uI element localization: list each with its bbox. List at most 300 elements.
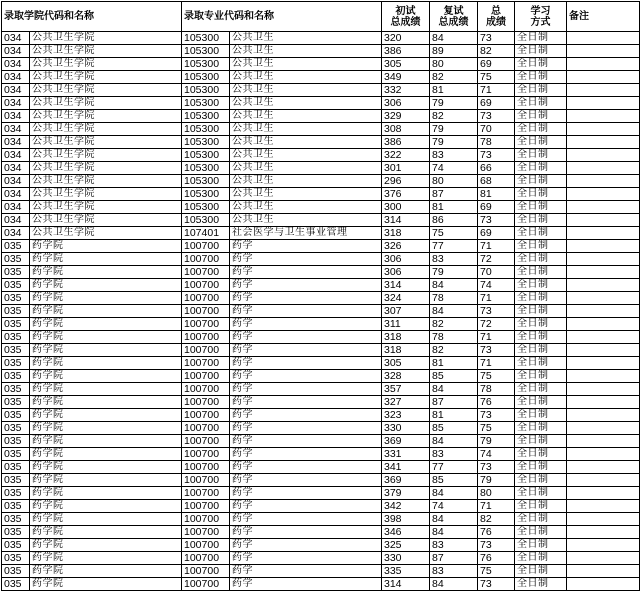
college-code-cell: 035: [2, 526, 30, 539]
major-name-cell: 药学: [230, 487, 382, 500]
retest-score-cell: 89: [430, 45, 478, 58]
major-code-cell: 105300: [182, 84, 230, 97]
college-name-cell: 公共卫生学院: [30, 214, 182, 227]
college-code-cell: 034: [2, 45, 30, 58]
major-name-cell: 药学: [230, 292, 382, 305]
retest-score-cell: 84: [430, 513, 478, 526]
college-code-cell: 035: [2, 318, 30, 331]
remark-cell: [567, 136, 640, 149]
remark-cell: [567, 513, 640, 526]
table-row: [2, 383, 640, 396]
college-code-cell: 035: [2, 409, 30, 422]
major-name-cell: 公共卫生: [230, 58, 382, 71]
table-row: [2, 58, 640, 71]
initial-score-cell: 386: [382, 45, 430, 58]
major-code-cell: 105300: [182, 110, 230, 123]
remark-cell: [567, 110, 640, 123]
college-name-cell: 公共卫生学院: [30, 175, 182, 188]
remark-cell: [567, 266, 640, 279]
table-row: [2, 331, 640, 344]
remark-cell: [567, 526, 640, 539]
major-name-cell: 药学: [230, 357, 382, 370]
retest-score-cell: 84: [430, 487, 478, 500]
college-name-cell: 药学院: [30, 331, 182, 344]
retest-score-cell: 79: [430, 97, 478, 110]
retest-score-cell: 78: [430, 331, 478, 344]
remark-cell: [567, 97, 640, 110]
remark-cell: [567, 396, 640, 409]
major-name-cell: 药学: [230, 279, 382, 292]
remark-cell: [567, 240, 640, 253]
major-code-cell: 100700: [182, 253, 230, 266]
initial-score-cell: 300: [382, 201, 430, 214]
major-code-cell: 105300: [182, 162, 230, 175]
major-code-cell: 100700: [182, 357, 230, 370]
major-code-cell: 100700: [182, 578, 230, 591]
table-row: [2, 357, 640, 370]
initial-score-cell: 322: [382, 149, 430, 162]
remark-cell: [567, 474, 640, 487]
major-code-cell: 100700: [182, 500, 230, 513]
total-score-cell: 73: [478, 110, 515, 123]
retest-score-cell: 84: [430, 578, 478, 591]
table-row: [2, 110, 640, 123]
total-score-cell: 73: [478, 578, 515, 591]
college-code-cell: 035: [2, 578, 30, 591]
study-mode-cell: 全日制: [515, 214, 567, 227]
retest-score-cell: 82: [430, 318, 478, 331]
initial-score-cell: 314: [382, 578, 430, 591]
initial-score-cell: 330: [382, 422, 430, 435]
study-mode-cell: 全日制: [515, 58, 567, 71]
study-mode-cell: 全日制: [515, 435, 567, 448]
major-code-cell: 100700: [182, 461, 230, 474]
college-code-cell: 035: [2, 279, 30, 292]
college-name-cell: 药学院: [30, 487, 182, 500]
study-mode-cell: 全日制: [515, 422, 567, 435]
remark-cell: [567, 32, 640, 45]
study-mode-cell: 全日制: [515, 292, 567, 305]
retest-score-cell: 84: [430, 279, 478, 292]
major-code-cell: 105300: [182, 201, 230, 214]
major-code-cell: 100700: [182, 422, 230, 435]
study-mode-cell: 全日制: [515, 565, 567, 578]
table-row: [2, 461, 640, 474]
initial-score-cell: 346: [382, 526, 430, 539]
table-row: [2, 318, 640, 331]
table-row: [2, 71, 640, 84]
retest-score-cell: 84: [430, 32, 478, 45]
total-score-cell: 73: [478, 305, 515, 318]
college-name-cell: 公共卫生学院: [30, 32, 182, 45]
initial-score-cell: 331: [382, 448, 430, 461]
major-code-cell: 105300: [182, 123, 230, 136]
major-code-cell: 100700: [182, 409, 230, 422]
college-code-cell: 035: [2, 539, 30, 552]
initial-score-cell: 325: [382, 539, 430, 552]
retest-score-cell: 87: [430, 552, 478, 565]
college-name-cell: 公共卫生学院: [30, 58, 182, 71]
remark-cell: [567, 344, 640, 357]
major-code-cell: 105300: [182, 214, 230, 227]
retest-score-cell: 84: [430, 526, 478, 539]
retest-score-cell: 85: [430, 474, 478, 487]
total-score-cell: 75: [478, 71, 515, 84]
total-score-cell: 72: [478, 253, 515, 266]
retest-score-cell: 79: [430, 266, 478, 279]
retest-score-cell: 83: [430, 448, 478, 461]
study-mode-cell: 全日制: [515, 45, 567, 58]
header-major: 录取专业代码和名称: [182, 2, 382, 32]
remark-cell: [567, 175, 640, 188]
major-code-cell: 105300: [182, 175, 230, 188]
total-score-cell: 75: [478, 422, 515, 435]
major-code-cell: 100700: [182, 474, 230, 487]
college-code-cell: 035: [2, 370, 30, 383]
retest-score-cell: 87: [430, 188, 478, 201]
study-mode-cell: 全日制: [515, 331, 567, 344]
college-name-cell: 药学院: [30, 500, 182, 513]
college-name-cell: 药学院: [30, 474, 182, 487]
header-mode-line1: 学习: [530, 5, 551, 17]
retest-score-cell: 83: [430, 253, 478, 266]
retest-score-cell: 79: [430, 123, 478, 136]
study-mode-cell: 全日制: [515, 487, 567, 500]
college-name-cell: 药学院: [30, 240, 182, 253]
college-code-cell: 035: [2, 396, 30, 409]
college-name-cell: 药学院: [30, 448, 182, 461]
major-name-cell: 公共卫生: [230, 84, 382, 97]
college-name-cell: 药学院: [30, 526, 182, 539]
remark-cell: [567, 409, 640, 422]
major-code-cell: 100700: [182, 279, 230, 292]
remark-cell: [567, 435, 640, 448]
table-row: [2, 279, 640, 292]
remark-cell: [567, 292, 640, 305]
major-name-cell: 公共卫生: [230, 71, 382, 84]
college-code-cell: 035: [2, 552, 30, 565]
retest-score-cell: 81: [430, 409, 478, 422]
college-name-cell: 公共卫生学院: [30, 227, 182, 240]
total-score-cell: 73: [478, 149, 515, 162]
study-mode-cell: 全日制: [515, 370, 567, 383]
table-row: [2, 188, 640, 201]
header-total-line2: 成绩: [486, 16, 506, 28]
college-code-cell: 035: [2, 253, 30, 266]
college-code-cell: 034: [2, 188, 30, 201]
college-name-cell: 公共卫生学院: [30, 45, 182, 58]
college-code-cell: 035: [2, 422, 30, 435]
study-mode-cell: 全日制: [515, 539, 567, 552]
college-code-cell: 034: [2, 136, 30, 149]
total-score-cell: 69: [478, 97, 515, 110]
retest-score-cell: 81: [430, 201, 478, 214]
college-code-cell: 034: [2, 110, 30, 123]
initial-score-cell: 386: [382, 136, 430, 149]
college-code-cell: 034: [2, 149, 30, 162]
total-score-cell: 78: [478, 136, 515, 149]
study-mode-cell: 全日制: [515, 71, 567, 84]
major-name-cell: 药学: [230, 331, 382, 344]
college-code-cell: 034: [2, 227, 30, 240]
study-mode-cell: 全日制: [515, 357, 567, 370]
college-code-cell: 035: [2, 448, 30, 461]
major-code-cell: 100700: [182, 487, 230, 500]
total-score-cell: 71: [478, 84, 515, 97]
college-name-cell: 药学院: [30, 253, 182, 266]
remark-cell: [567, 188, 640, 201]
retest-score-cell: 83: [430, 539, 478, 552]
table-row: [2, 409, 640, 422]
major-name-cell: 药学: [230, 240, 382, 253]
initial-score-cell: 332: [382, 84, 430, 97]
study-mode-cell: 全日制: [515, 461, 567, 474]
major-name-cell: 药学: [230, 539, 382, 552]
header-row: [2, 2, 640, 32]
retest-score-cell: 78: [430, 292, 478, 305]
major-name-cell: 公共卫生: [230, 32, 382, 45]
college-code-cell: 035: [2, 292, 30, 305]
study-mode-cell: 全日制: [515, 201, 567, 214]
study-mode-cell: 全日制: [515, 578, 567, 591]
college-code-cell: 034: [2, 32, 30, 45]
college-name-cell: 公共卫生学院: [30, 110, 182, 123]
table-header: [2, 2, 640, 32]
total-score-cell: 73: [478, 539, 515, 552]
total-score-cell: 70: [478, 123, 515, 136]
table-row: [2, 370, 640, 383]
initial-score-cell: 324: [382, 292, 430, 305]
college-code-cell: 035: [2, 357, 30, 370]
initial-score-cell: 369: [382, 474, 430, 487]
table-row: [2, 487, 640, 500]
remark-cell: [567, 539, 640, 552]
college-code-cell: 035: [2, 461, 30, 474]
major-name-cell: 药学: [230, 578, 382, 591]
college-name-cell: 药学院: [30, 305, 182, 318]
remark-cell: [567, 357, 640, 370]
table-body: [2, 32, 640, 591]
table-row: [2, 175, 640, 188]
major-name-cell: 公共卫生: [230, 162, 382, 175]
remark-cell: [567, 45, 640, 58]
total-score-cell: 71: [478, 331, 515, 344]
total-score-cell: 69: [478, 201, 515, 214]
college-name-cell: 药学院: [30, 513, 182, 526]
college-name-cell: 公共卫生学院: [30, 201, 182, 214]
college-code-cell: 035: [2, 383, 30, 396]
initial-score-cell: 308: [382, 123, 430, 136]
college-code-cell: 034: [2, 162, 30, 175]
table-row: [2, 149, 640, 162]
major-name-cell: 药学: [230, 552, 382, 565]
study-mode-cell: 全日制: [515, 240, 567, 253]
initial-score-cell: 314: [382, 214, 430, 227]
table-row: [2, 578, 640, 591]
retest-score-cell: 83: [430, 149, 478, 162]
retest-score-cell: 77: [430, 240, 478, 253]
remark-cell: [567, 552, 640, 565]
major-name-cell: 药学: [230, 396, 382, 409]
total-score-cell: 76: [478, 396, 515, 409]
initial-score-cell: 349: [382, 71, 430, 84]
table-row: [2, 552, 640, 565]
study-mode-cell: 全日制: [515, 383, 567, 396]
major-name-cell: 公共卫生: [230, 97, 382, 110]
college-name-cell: 药学院: [30, 396, 182, 409]
remark-cell: [567, 578, 640, 591]
retest-score-cell: 82: [430, 71, 478, 84]
table-row: [2, 526, 640, 539]
study-mode-cell: 全日制: [515, 136, 567, 149]
initial-score-cell: 301: [382, 162, 430, 175]
major-code-cell: 100700: [182, 539, 230, 552]
college-code-cell: 034: [2, 58, 30, 71]
total-score-cell: 79: [478, 435, 515, 448]
total-score-cell: 73: [478, 461, 515, 474]
retest-score-cell: 84: [430, 305, 478, 318]
retest-score-cell: 74: [430, 500, 478, 513]
major-name-cell: 药学: [230, 500, 382, 513]
college-name-cell: 药学院: [30, 422, 182, 435]
header-initial-line1: 初试: [395, 5, 416, 17]
study-mode-cell: 全日制: [515, 318, 567, 331]
initial-score-cell: 318: [382, 344, 430, 357]
major-code-cell: 105300: [182, 58, 230, 71]
retest-score-cell: 81: [430, 84, 478, 97]
retest-score-cell: 85: [430, 422, 478, 435]
major-code-cell: 100700: [182, 266, 230, 279]
table-row: [2, 214, 640, 227]
retest-score-cell: 84: [430, 383, 478, 396]
remark-cell: [567, 227, 640, 240]
major-name-cell: 药学: [230, 318, 382, 331]
remark-cell: [567, 279, 640, 292]
study-mode-cell: 全日制: [515, 266, 567, 279]
retest-score-cell: 82: [430, 110, 478, 123]
major-name-cell: 药学: [230, 461, 382, 474]
retest-score-cell: 74: [430, 162, 478, 175]
college-code-cell: 035: [2, 344, 30, 357]
college-name-cell: 药学院: [30, 370, 182, 383]
total-score-cell: 70: [478, 266, 515, 279]
remark-cell: [567, 422, 640, 435]
college-code-cell: 034: [2, 97, 30, 110]
college-name-cell: 药学院: [30, 318, 182, 331]
remark-cell: [567, 461, 640, 474]
college-name-cell: 药学院: [30, 539, 182, 552]
major-name-cell: 药学: [230, 344, 382, 357]
major-code-cell: 105300: [182, 136, 230, 149]
college-name-cell: 药学院: [30, 292, 182, 305]
college-code-cell: 035: [2, 331, 30, 344]
study-mode-cell: 全日制: [515, 448, 567, 461]
total-score-cell: 71: [478, 292, 515, 305]
remark-cell: [567, 58, 640, 71]
table-row: [2, 123, 640, 136]
initial-score-cell: 342: [382, 500, 430, 513]
study-mode-cell: 全日制: [515, 32, 567, 45]
college-name-cell: 药学院: [30, 383, 182, 396]
college-code-cell: 034: [2, 214, 30, 227]
retest-score-cell: 83: [430, 565, 478, 578]
remark-cell: [567, 370, 640, 383]
college-name-cell: 公共卫生学院: [30, 136, 182, 149]
total-score-cell: 72: [478, 318, 515, 331]
major-code-cell: 100700: [182, 292, 230, 305]
college-code-cell: 035: [2, 305, 30, 318]
college-name-cell: 药学院: [30, 552, 182, 565]
total-score-cell: 74: [478, 279, 515, 292]
remark-cell: [567, 565, 640, 578]
college-name-cell: 公共卫生学院: [30, 97, 182, 110]
total-score-cell: 71: [478, 357, 515, 370]
major-code-cell: 100700: [182, 331, 230, 344]
retest-score-cell: 80: [430, 58, 478, 71]
college-name-cell: 药学院: [30, 435, 182, 448]
total-score-cell: 69: [478, 227, 515, 240]
initial-score-cell: 306: [382, 253, 430, 266]
table-row: [2, 448, 640, 461]
study-mode-cell: 全日制: [515, 396, 567, 409]
initial-score-cell: 318: [382, 331, 430, 344]
header-total-line1: 总: [491, 5, 501, 17]
major-name-cell: 药学: [230, 266, 382, 279]
study-mode-cell: 全日制: [515, 110, 567, 123]
major-name-cell: 公共卫生: [230, 123, 382, 136]
study-mode-cell: 全日制: [515, 526, 567, 539]
major-name-cell: 社会医学与卫生事业管理: [230, 227, 382, 240]
initial-score-cell: 305: [382, 357, 430, 370]
major-code-cell: 105300: [182, 32, 230, 45]
table-row: [2, 84, 640, 97]
college-code-cell: 035: [2, 565, 30, 578]
remark-cell: [567, 253, 640, 266]
college-name-cell: 药学院: [30, 344, 182, 357]
major-code-cell: 100700: [182, 370, 230, 383]
table-row: [2, 162, 640, 175]
college-name-cell: 公共卫生学院: [30, 123, 182, 136]
study-mode-cell: 全日制: [515, 227, 567, 240]
major-code-cell: 105300: [182, 188, 230, 201]
major-code-cell: 100700: [182, 344, 230, 357]
table-row: [2, 266, 640, 279]
header-remark: 备注: [567, 2, 640, 32]
major-code-cell: 105300: [182, 45, 230, 58]
total-score-cell: 73: [478, 32, 515, 45]
initial-score-cell: 323: [382, 409, 430, 422]
retest-score-cell: 81: [430, 357, 478, 370]
retest-score-cell: 84: [430, 435, 478, 448]
total-score-cell: 81: [478, 188, 515, 201]
total-score-cell: 76: [478, 552, 515, 565]
initial-score-cell: 376: [382, 188, 430, 201]
major-name-cell: 公共卫生: [230, 214, 382, 227]
remark-cell: [567, 201, 640, 214]
table-row: [2, 500, 640, 513]
college-code-cell: 035: [2, 266, 30, 279]
major-name-cell: 药学: [230, 565, 382, 578]
table-row: [2, 422, 640, 435]
total-score-cell: 75: [478, 565, 515, 578]
table-row: [2, 539, 640, 552]
total-score-cell: 80: [478, 487, 515, 500]
major-code-cell: 107401: [182, 227, 230, 240]
total-score-cell: 73: [478, 214, 515, 227]
initial-score-cell: 327: [382, 396, 430, 409]
study-mode-cell: 全日制: [515, 409, 567, 422]
retest-score-cell: 87: [430, 396, 478, 409]
